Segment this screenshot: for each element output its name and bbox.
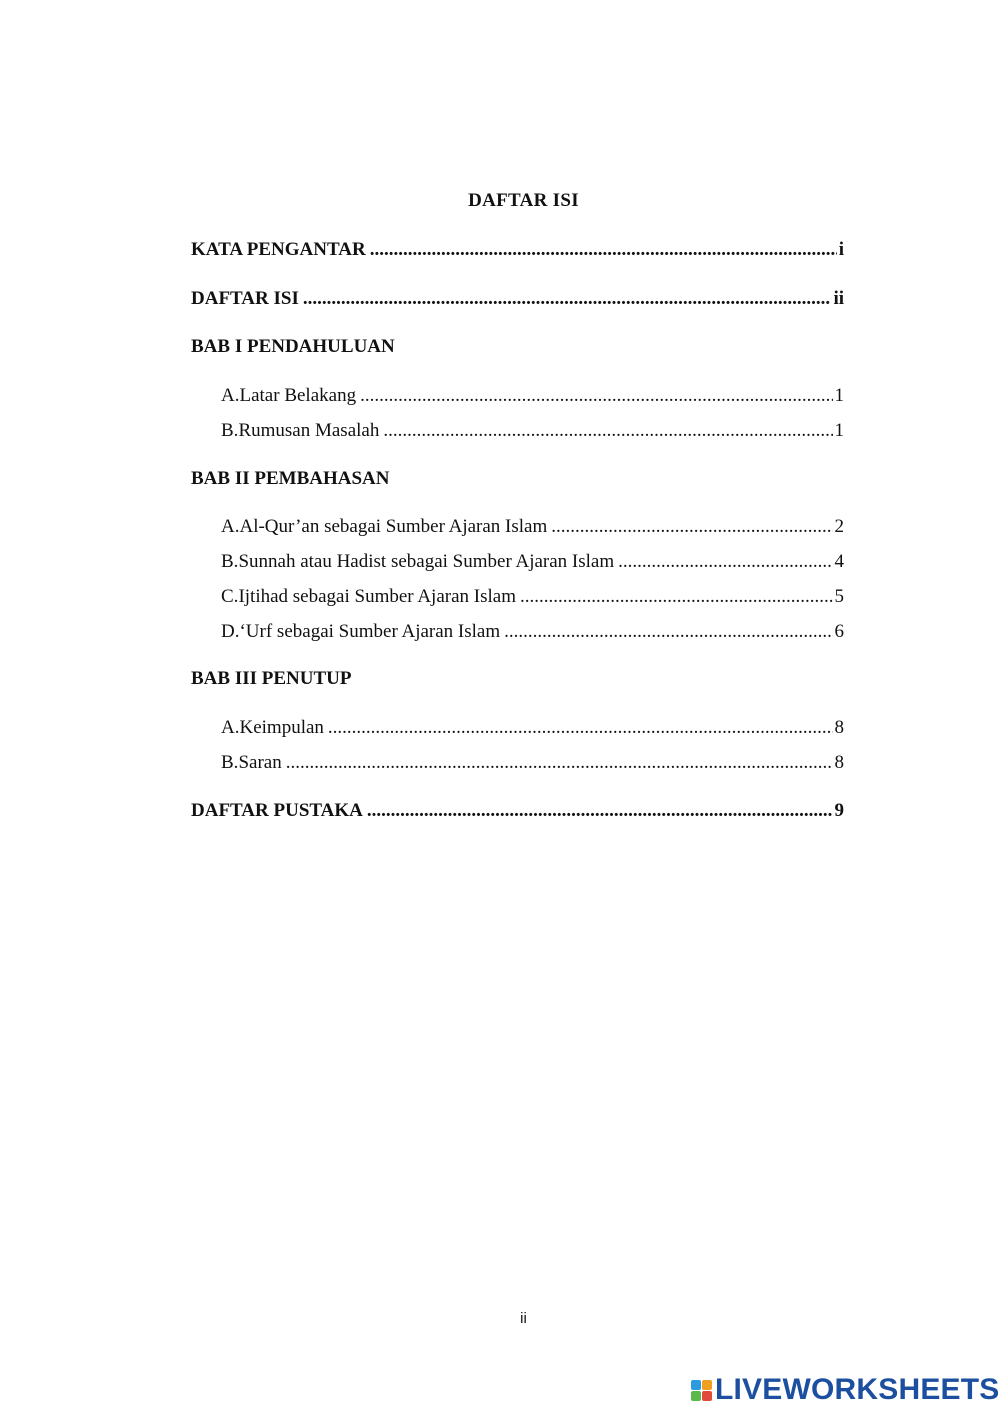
toc-subentry-page: 1 — [834, 385, 844, 406]
toc-subentry[interactable] — [221, 515, 844, 539]
toc-subentry-page: 5 — [834, 586, 844, 607]
chapter-heading-bab2: BAB II PEMBAHASAN — [191, 468, 390, 489]
toc-subentry[interactable] — [221, 384, 844, 408]
toc-subentry-label: Rumusan Masalah — [238, 420, 380, 441]
toc-subentry-label: Sunnah atau Hadist sebagai Sumber Ajaran Islam — [238, 551, 615, 572]
toc-subentry-letter: B. — [221, 752, 239, 773]
dot-leader — [370, 238, 837, 262]
toc-subentry-label: Saran — [238, 752, 282, 773]
toc-entry-kata-pengantar[interactable] — [191, 238, 844, 262]
dot-leader — [520, 585, 833, 609]
chapter-heading-bab3: BAB III PENUTUP — [191, 668, 352, 689]
toc-subentry-letter: A. — [221, 516, 240, 537]
toc-subentry[interactable] — [221, 585, 844, 609]
toc-subentry[interactable] — [221, 716, 844, 740]
page-title: DAFTAR ISI — [468, 190, 579, 211]
toc-subentry-page: 2 — [834, 516, 844, 537]
toc-subentry-page: 6 — [834, 621, 844, 642]
toc-entry-label: KATA PENGANTAR — [191, 239, 366, 260]
toc-entry-page: ii — [833, 288, 844, 309]
dot-leader — [383, 419, 832, 443]
dot-leader — [328, 716, 833, 740]
toc-subentry-letter: B. — [221, 420, 239, 441]
toc-subentry-page: 4 — [834, 551, 844, 572]
dot-leader — [504, 620, 832, 644]
toc-entry-page: 9 — [834, 800, 844, 821]
toc-subentry-letter: A. — [221, 385, 240, 406]
toc-subentry-page: 1 — [834, 420, 844, 441]
toc-subentry[interactable] — [221, 419, 844, 443]
toc-subentry-letter: B. — [221, 551, 239, 572]
dot-leader — [367, 799, 833, 823]
toc-subentry-letter: A. — [221, 717, 240, 738]
toc-subentry-label: Ijtihad sebagai Sumber Ajaran Islam — [238, 586, 516, 607]
liveworksheets-watermark — [691, 1374, 1000, 1406]
footer-page-number: ii — [520, 1310, 527, 1327]
watermark-text: LIVEWORKSHEETS — [715, 1373, 1000, 1406]
toc-subentry-letter: D. — [221, 621, 240, 642]
toc-subentry-label: Keimpulan — [239, 717, 324, 738]
toc-entry-daftar-isi[interactable] — [191, 287, 844, 311]
toc-subentry-label: ‘Urf sebagai Sumber Ajaran Islam — [239, 621, 501, 642]
toc-subentry-letter: C. — [221, 586, 239, 607]
chapter-heading-bab1: BAB I PENDAHULUAN — [191, 336, 395, 357]
toc-subentry[interactable] — [221, 620, 844, 644]
dot-leader — [360, 384, 832, 408]
toc-subentry-page: 8 — [834, 717, 844, 738]
toc-subentry[interactable] — [221, 550, 844, 574]
toc-subentry-label: Al-Qur’an sebagai Sumber Ajaran Islam — [239, 516, 548, 537]
toc-subentry-label: Latar Belakang — [239, 385, 357, 406]
toc-entry-daftar-pustaka[interactable] — [191, 799, 844, 823]
dot-leader — [551, 515, 832, 539]
toc-entry-label: DAFTAR PUSTAKA — [191, 800, 363, 821]
toc-subentry-page: 8 — [834, 752, 844, 773]
liveworksheets-logo-icon — [691, 1380, 712, 1401]
toc-entry-page: i — [838, 239, 844, 260]
dot-leader — [618, 550, 832, 574]
dot-leader — [286, 751, 833, 775]
toc-entry-label: DAFTAR ISI — [191, 288, 299, 309]
dot-leader — [303, 287, 832, 311]
toc-subentry[interactable] — [221, 751, 844, 775]
